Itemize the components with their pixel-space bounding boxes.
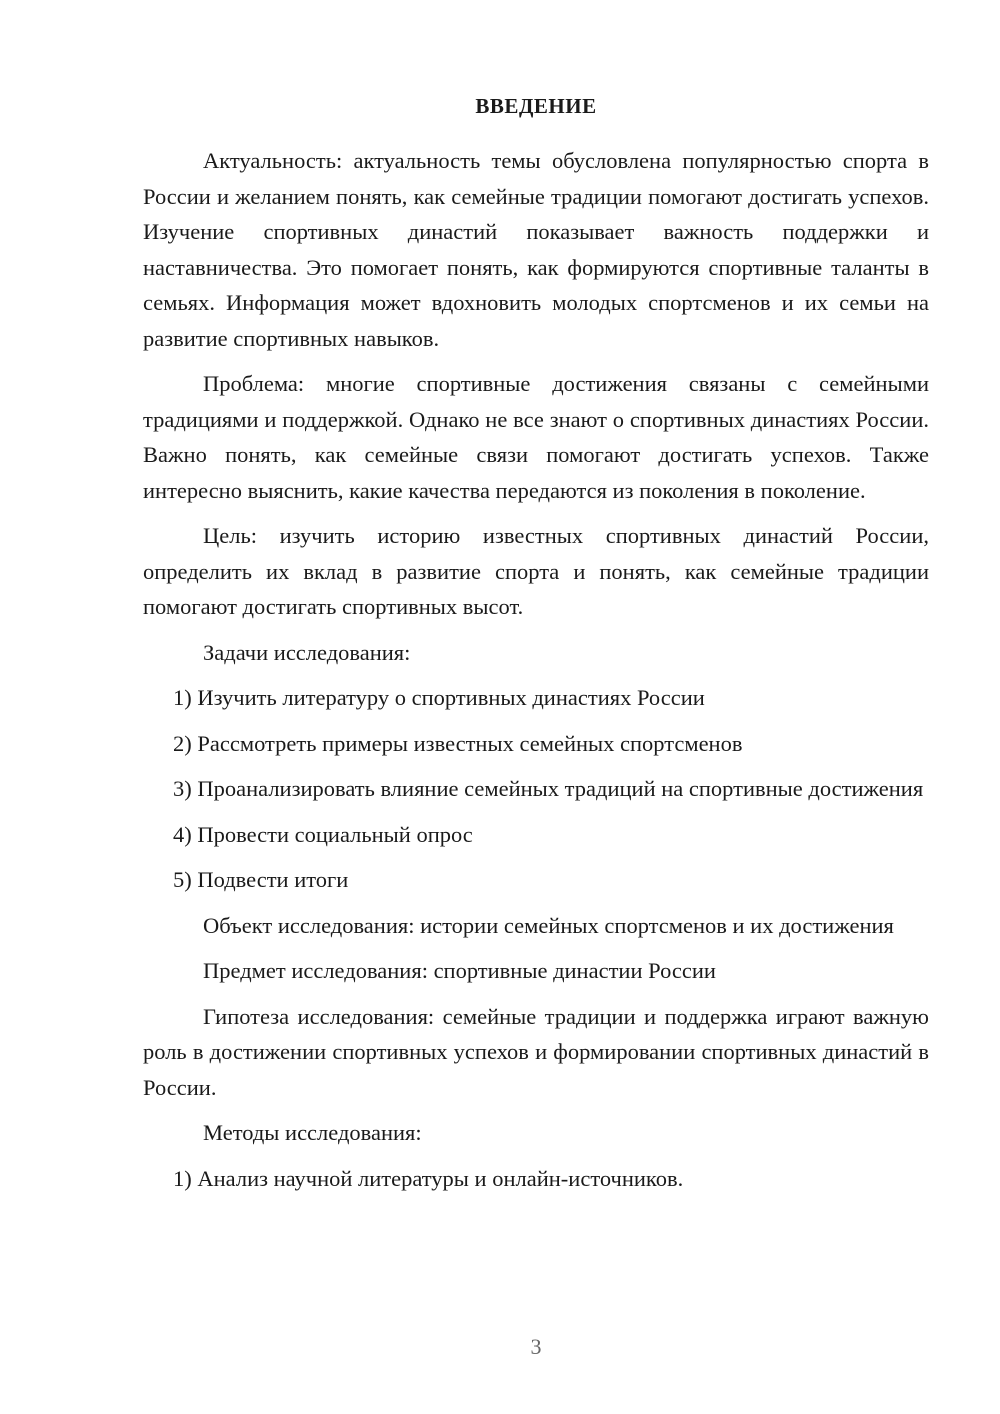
problem-paragraph: Проблема: многие спортивные достижения связаны с семейными традициями и поддержкой. Однако не все знают о спортивных династиях России. Важно понять, как семейные связи помогают достигать успехов. Также интересно выяснить, какие качества передаются из поколения в поколение. [143,371,929,503]
page-title: ВВЕДЕНИЕ [475,94,597,118]
relevance-paragraph: Актуальность: актуальность темы обусловлена популярностью спорта в России и желанием понять, как семейные традиции помогают достигать успехов. Изучение спортивных династий показывает важность поддержки и наставничества. Это помогает понять, как формируются спортивные таланты в семьях. Информация может вдохновить молодых спортсменов и их семьи на развитие спортивных навыков. [143,148,929,351]
methods-heading: Методы исследования: [203,1120,422,1145]
object-paragraph: Объект исследования: истории семейных спортсменов и их достижения [203,912,894,938]
page-number: 3 [530,1334,542,1359]
task-item: 5) Подвести итоги [173,867,349,892]
tasks-heading: Задачи исследования: [203,639,411,665]
document-body [143,143,929,1206]
task-item: 2) Рассмотреть примеры известных семейных спортсменов [173,730,743,756]
goal-paragraph: Цель: изучить историю известных спортивных династий России, определить их вклад в развитие спорта и понять, как семейные традиции помогают достигать спортивных высот. [143,523,929,619]
task-item: 1) Изучить литературу о спортивных династиях России [173,685,705,710]
hypothesis-paragraph: Гипотеза исследования: семейные традиции и поддержка играют важную роль в достижении спортивных успехов и формировании спортивных династий в России. [143,1003,929,1100]
task-item: 3) Проанализировать влияние семейных традиций на спортивные достижения [173,776,924,801]
method-item: 1) Анализ научной литературы и онлайн-источников. [173,1165,684,1191]
task-item: 4) Провести социальный опрос [173,821,473,847]
subject-paragraph: Предмет исследования: спортивные династии России [203,958,716,983]
